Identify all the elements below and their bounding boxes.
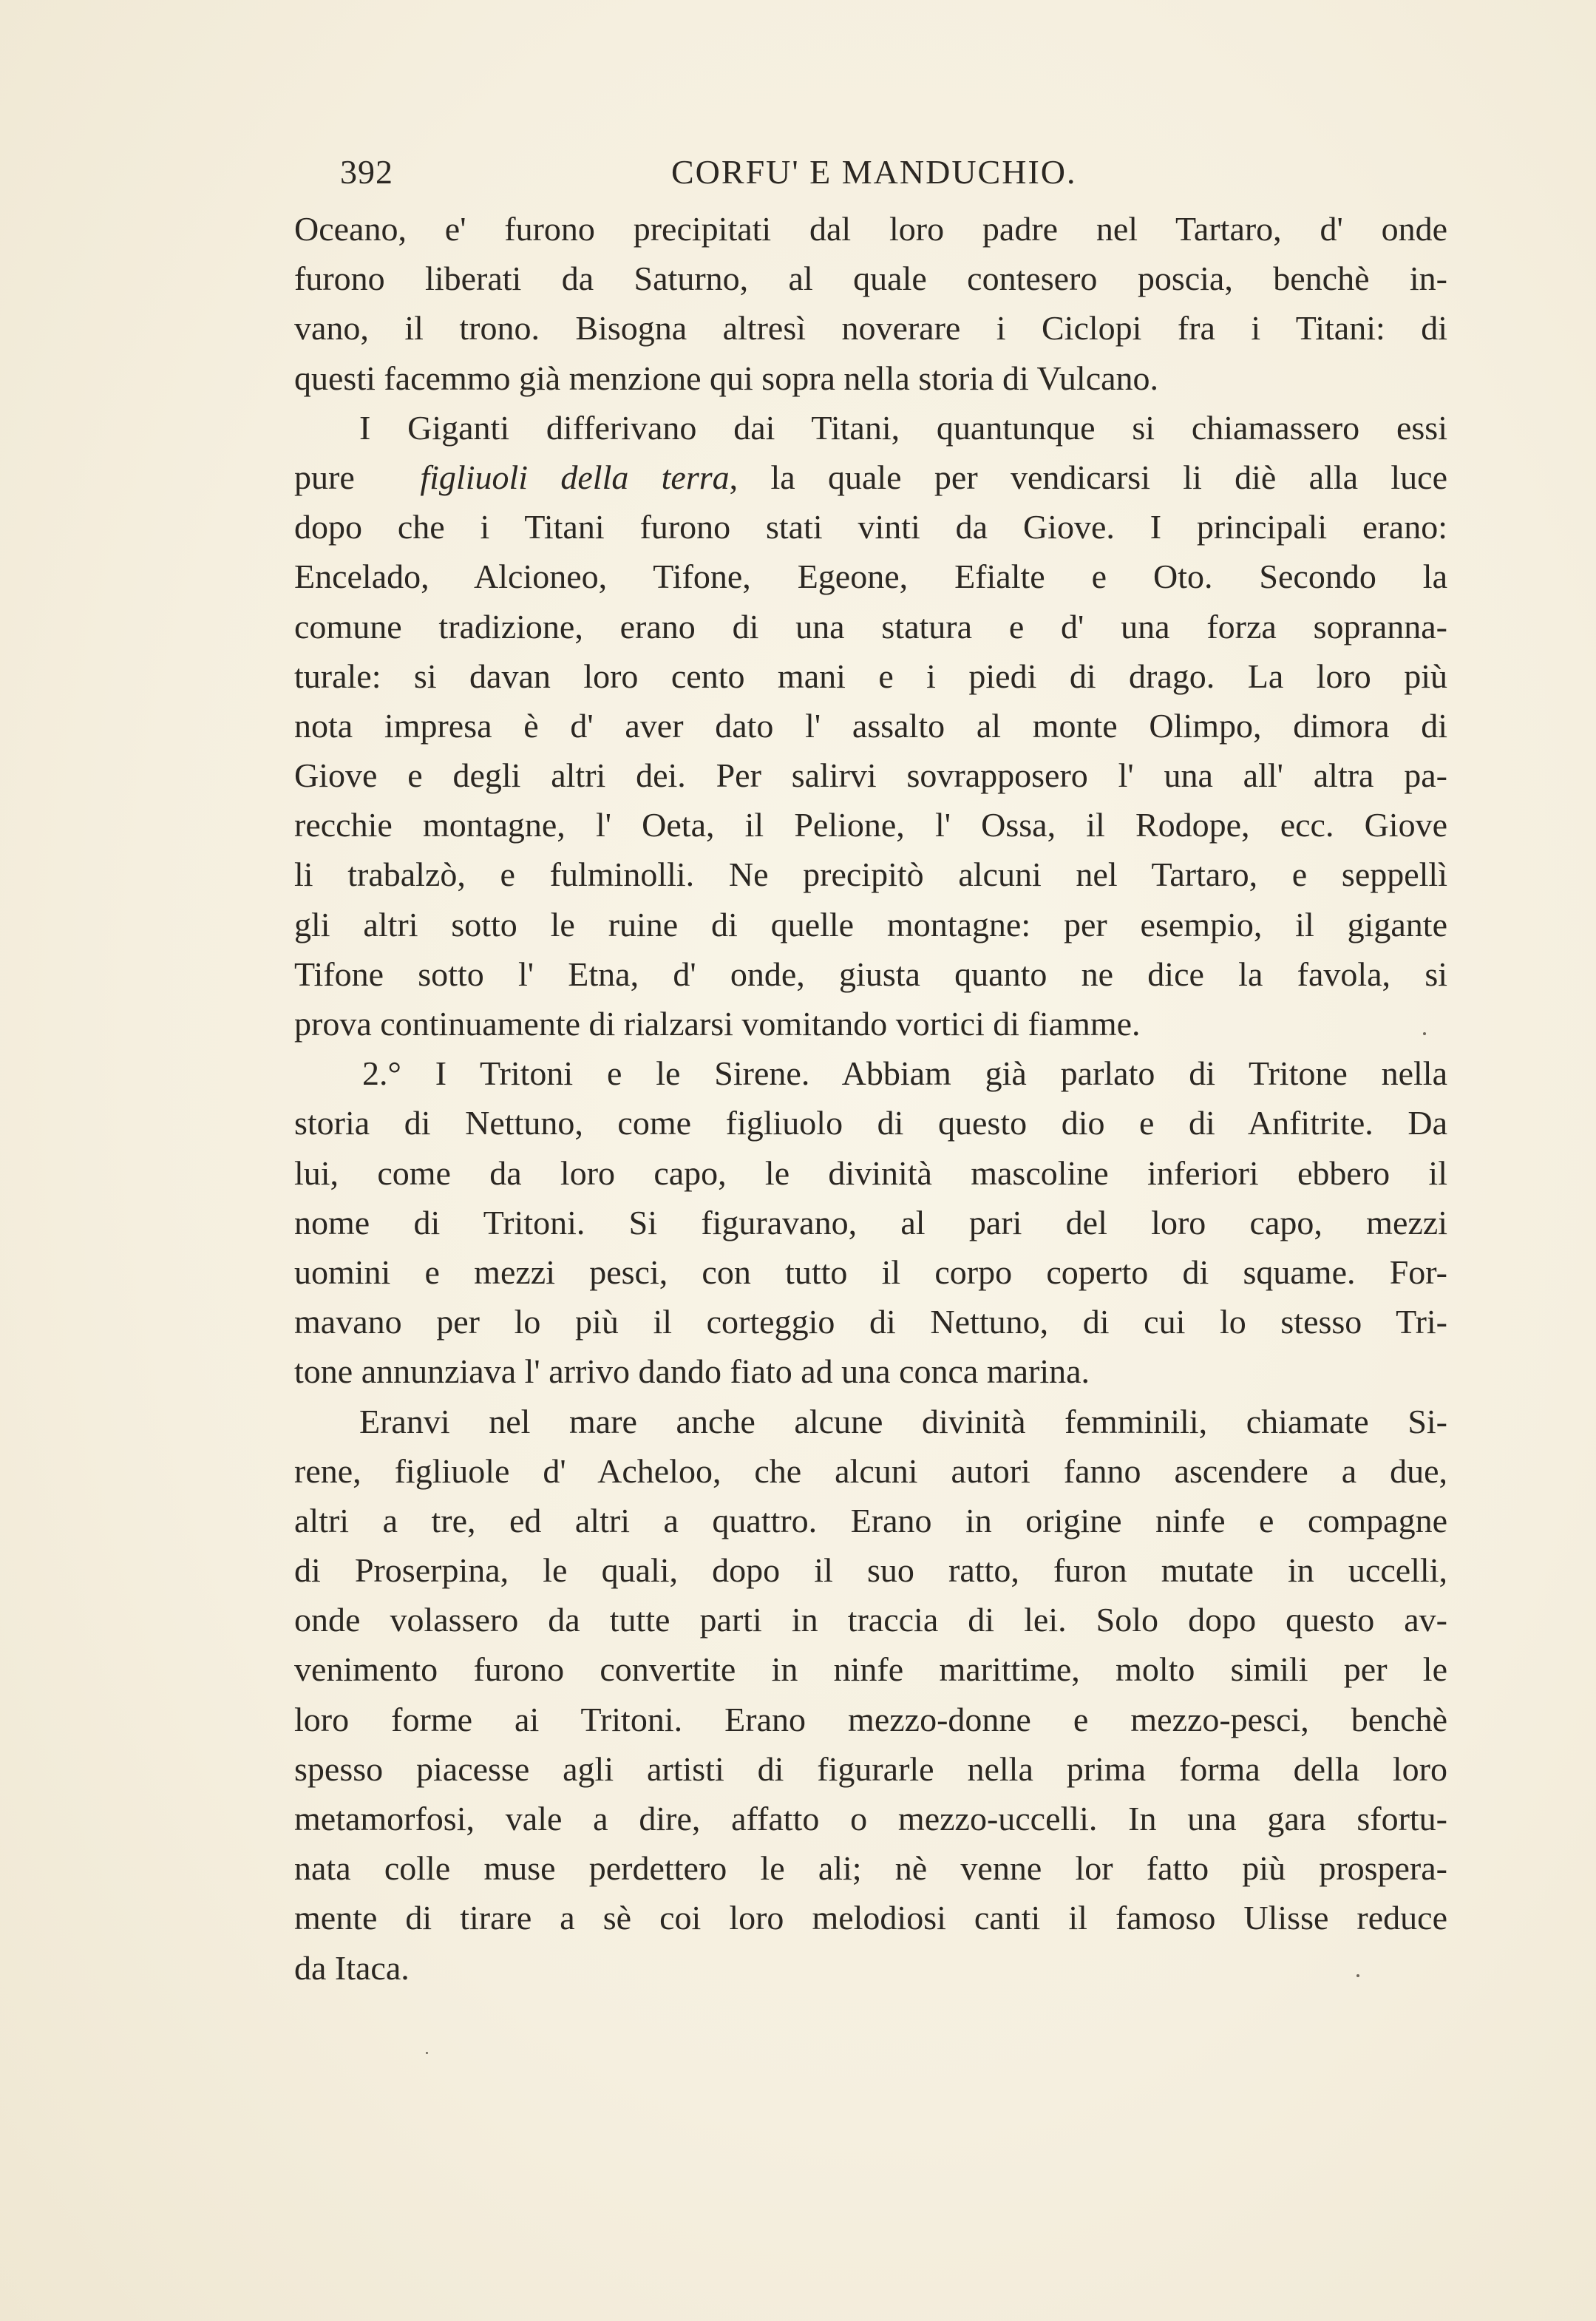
text-line: Oceano, e' furono precipitati dal loro padre nel Tartaro, d' onde [294, 210, 1447, 248]
text-line: Encelado, Alcioneo, Tifone, Egeone, Efialte e Oto. Secondo la [294, 558, 1447, 596]
section-heading-line: 2.° I Tritoni e le Sirene. Abbiam già parlato di Tritone nella [362, 1054, 1447, 1093]
text-line: uomini e mezzi pesci, con tutto il corpo coperto di squame. For- [294, 1253, 1447, 1291]
text-line: rene, figliuole d' Acheloo, che alcuni autori fanno ascendere a due, [294, 1451, 1447, 1490]
paragraph-start-line: I Giganti differivano dai Titani, quantunque si chiamassero essi [359, 408, 1447, 447]
text-line: comune tradizione, erano di una statura e d' una forza sopranna- [294, 607, 1447, 646]
text-line: mavano per lo più il corteggio di Nettuno, di cui lo stesso Tri- [294, 1303, 1447, 1341]
text-line: venimento furono convertite in ninfe marittime, molto simili per le [294, 1650, 1447, 1689]
page-header [294, 152, 1447, 204]
ink-speck [426, 2052, 428, 2054]
text-line [294, 453, 1447, 502]
text-fragment: pure [294, 458, 355, 496]
text-line: altri a tre, ed altri a quattro. Erano in origine ninfe e compagne [294, 1501, 1447, 1539]
text-line: furono liberati da Saturno, al quale contesero poscia, benchè in- [294, 260, 1447, 298]
text-line: Giove e degli altri dei. Per salirvi sovrapposero l' una all' altra pa- [294, 756, 1447, 795]
text-line: da Itaca. [294, 1948, 410, 1987]
text-line: tone annunziava l' arrivo dando fiato ad una conca marina. [294, 1352, 1090, 1391]
text-line: gli altri sotto le ruine di quelle montagne: per esempio, il gigante [294, 905, 1447, 943]
ink-speck [1423, 1032, 1426, 1035]
ink-speck [1356, 1974, 1359, 1977]
text-line: storia di Nettuno, come figliuolo di questo dio e di Anfitrite. Da [294, 1104, 1447, 1142]
text-line: prova continuamente di rialzarsi vomitando vortici di fiamme. [294, 1005, 1141, 1043]
text-line: vano, il trono. Bisogna altresì noverare i Ciclopi fra i Titani: di [294, 309, 1447, 348]
text-line: turale: si davan loro cento mani e i piedi di drago. La loro più [294, 657, 1447, 695]
text-line: nome di Tritoni. Si figuravano, al pari del loro capo, mezzi [294, 1203, 1447, 1241]
text-line: li trabalzò, e fulminolli. Ne precipitò alcuni nel Tartaro, e seppellì [294, 855, 1447, 894]
text-line: lui, come da loro capo, le divinità mascoline inferiori ebbero il [294, 1153, 1447, 1192]
page-number: 392 [340, 153, 393, 191]
text-line: nata colle muse perdettero le ali; nè venne lor fatto più prospera- [294, 1849, 1447, 1888]
text-line: Tifone sotto l' Etna, d' onde, giusta quanto ne dice la favola, si [294, 955, 1447, 993]
text-line: metamorfosi, vale a dire, affatto o mezzo-uccelli. In una gara sfortu- [294, 1800, 1447, 1837]
paragraph-start-line: Eranvi nel mare anche alcune divinità femminili, chiamate Si- [359, 1402, 1447, 1440]
running-title: CORFU' E MANDUCHIO. [671, 153, 1077, 191]
text-line: recchie montagne, l' Oeta, il Pelione, l' Ossa, il Rodope, ecc. Giove [294, 806, 1447, 844]
text-line: questi facemmo già menzione qui sopra nella storia di Vulcano. [294, 359, 1159, 397]
text-line: onde volassero da tutte parti in traccia di lei. Solo dopo questo av- [294, 1601, 1447, 1639]
text-line: loro forme ai Tritoni. Erano mezzo-donne e mezzo-pesci, benchè [294, 1700, 1447, 1738]
text-line: spesso piacesse agli artisti di figurarle nella prima forma della loro [294, 1749, 1447, 1788]
text-fragment: , la quale per vendicarsi li diè alla luce [729, 458, 1447, 496]
text-line: dopo che i Titani furono stati vinti da Giove. I principali erano: [294, 508, 1447, 546]
text-line: nota impresa è d' aver dato l' assalto al monte Olimpo, dimora di [294, 706, 1447, 745]
text-line: mente di tirare a sè coi loro melodiosi canti il famoso Ulisse reduce [294, 1899, 1447, 1937]
body-text [294, 204, 1447, 1993]
text-line: di Proserpina, le quali, dopo il suo ratto, furon mutate in uccelli, [294, 1551, 1447, 1590]
italic-phrase: figliuoli della terra [420, 458, 730, 496]
